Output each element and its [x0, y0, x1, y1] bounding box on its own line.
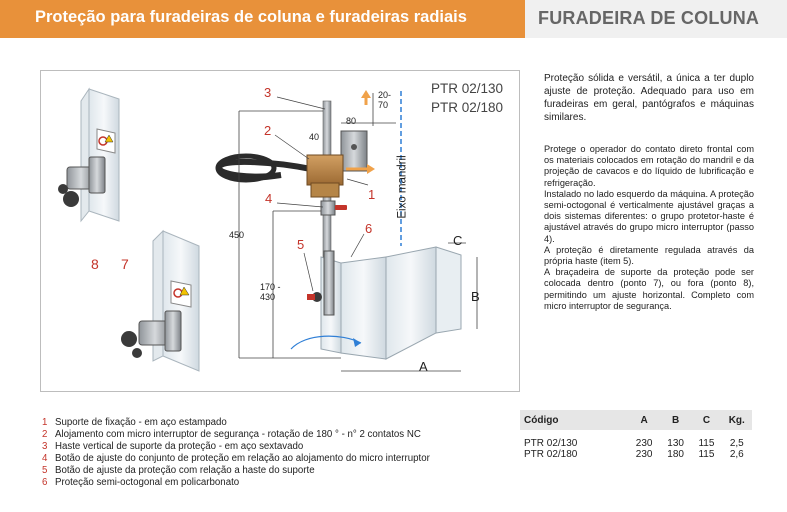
- header-right-title: FURADEIRA DE COLUNA: [538, 8, 760, 28]
- dimension-a-label: A: [419, 359, 428, 374]
- legend-item: 1 Suporte de fixação - em aço estampado: [42, 417, 227, 428]
- legend-item: 6 Proteção semi-octogonal em policarbonato: [42, 477, 240, 488]
- parts-legend: [42, 417, 512, 489]
- header-left-title: Proteção para furadeiras de coluna e furadeiras radiais: [35, 8, 467, 26]
- guard-photo-outside: [58, 89, 119, 221]
- callout-7: 7: [121, 256, 129, 272]
- col-header-code: Código: [520, 410, 628, 430]
- description-body: [544, 144, 754, 312]
- col-header-kg: Kg.: [722, 410, 752, 430]
- model-label-180: PTR 02/180: [431, 100, 504, 115]
- dimension-450: 450: [229, 230, 245, 240]
- description-paragraph: Instalado no lado esquerdo da máquina. A proteção semi-octogonal é verticalmente ajustável graças a dois sistemas diferentes: o grupo protetor-haste é ajustável através do grupo micro interruptor (passo 4).: [544, 188, 754, 244]
- callout-4: 4: [265, 191, 273, 206]
- callout-1: 1: [368, 187, 376, 202]
- spec-table-header: [520, 410, 752, 430]
- description-paragraph: Protege o operador do contato direto frontal com os materiais colocados em rotação do mandril e da projeção de cavacos e do líquido de lubrificação e refrigeração.: [544, 144, 754, 188]
- dimension-c-label: C: [453, 233, 463, 248]
- model-label-130: PTR 02/130: [431, 81, 504, 96]
- col-header-c: C: [691, 410, 721, 430]
- callout-5: 5: [297, 237, 305, 252]
- callout-3: 3: [264, 85, 272, 100]
- guard-photo-inside: [121, 231, 199, 371]
- description-paragraph: A braçadeira de suporte da proteção pode ser colocada dentro (ponto 7), ou fora (ponto 8), permitindo um ajuste horizontal. Completo com micro interruptor de segurança.: [544, 267, 754, 311]
- table-row: PTR 02/130 230 130 115 2,5: [524, 438, 744, 449]
- dimension-b-label: B: [471, 289, 480, 304]
- dimension-80: 80: [346, 116, 357, 126]
- legend-item: 5 Botão de ajuste da proteção com relação a haste do suporte: [42, 465, 315, 476]
- product-figure: [40, 70, 520, 392]
- spec-table: [520, 410, 752, 460]
- col-header-b: B: [660, 410, 692, 430]
- dimension-20-70: 20- 70: [378, 90, 392, 110]
- spindle-axis-label: Eixo mandril: [396, 155, 409, 219]
- main-assembly: [218, 101, 461, 359]
- description-paragraph: A proteção é diretamente regulada através da própria haste (item 5).: [544, 244, 754, 267]
- dimension-170-430: 170 - 430: [260, 282, 281, 302]
- technical-drawing: [41, 71, 520, 392]
- legend-item: 2 Alojamento com micro interruptor de segurança - rotação de 180 ° - n° 2 contatos NC: [42, 429, 421, 440]
- legend-item: 4 Botão de ajuste do conjunto de proteção em relação ao alojamento do micro interruptor: [42, 453, 430, 464]
- table-row: PTR 02/180 230 180 115 2,6: [524, 449, 744, 460]
- callout-6: 6: [365, 221, 373, 236]
- callout-2: 2: [264, 123, 272, 138]
- dimension-40: 40: [309, 132, 320, 142]
- page-header: [0, 0, 787, 38]
- col-header-a: A: [628, 410, 660, 430]
- description-intro: Proteção sólida e versátil, a única a ter duplo ajuste de proteção. Adequado para uso em furadeiras em geral, pantógrafos e máquinas similares.: [544, 73, 754, 123]
- legend-item: 3 Haste vertical de suporte da proteção - em aço sextavado: [42, 441, 304, 452]
- callout-8: 8: [91, 256, 99, 272]
